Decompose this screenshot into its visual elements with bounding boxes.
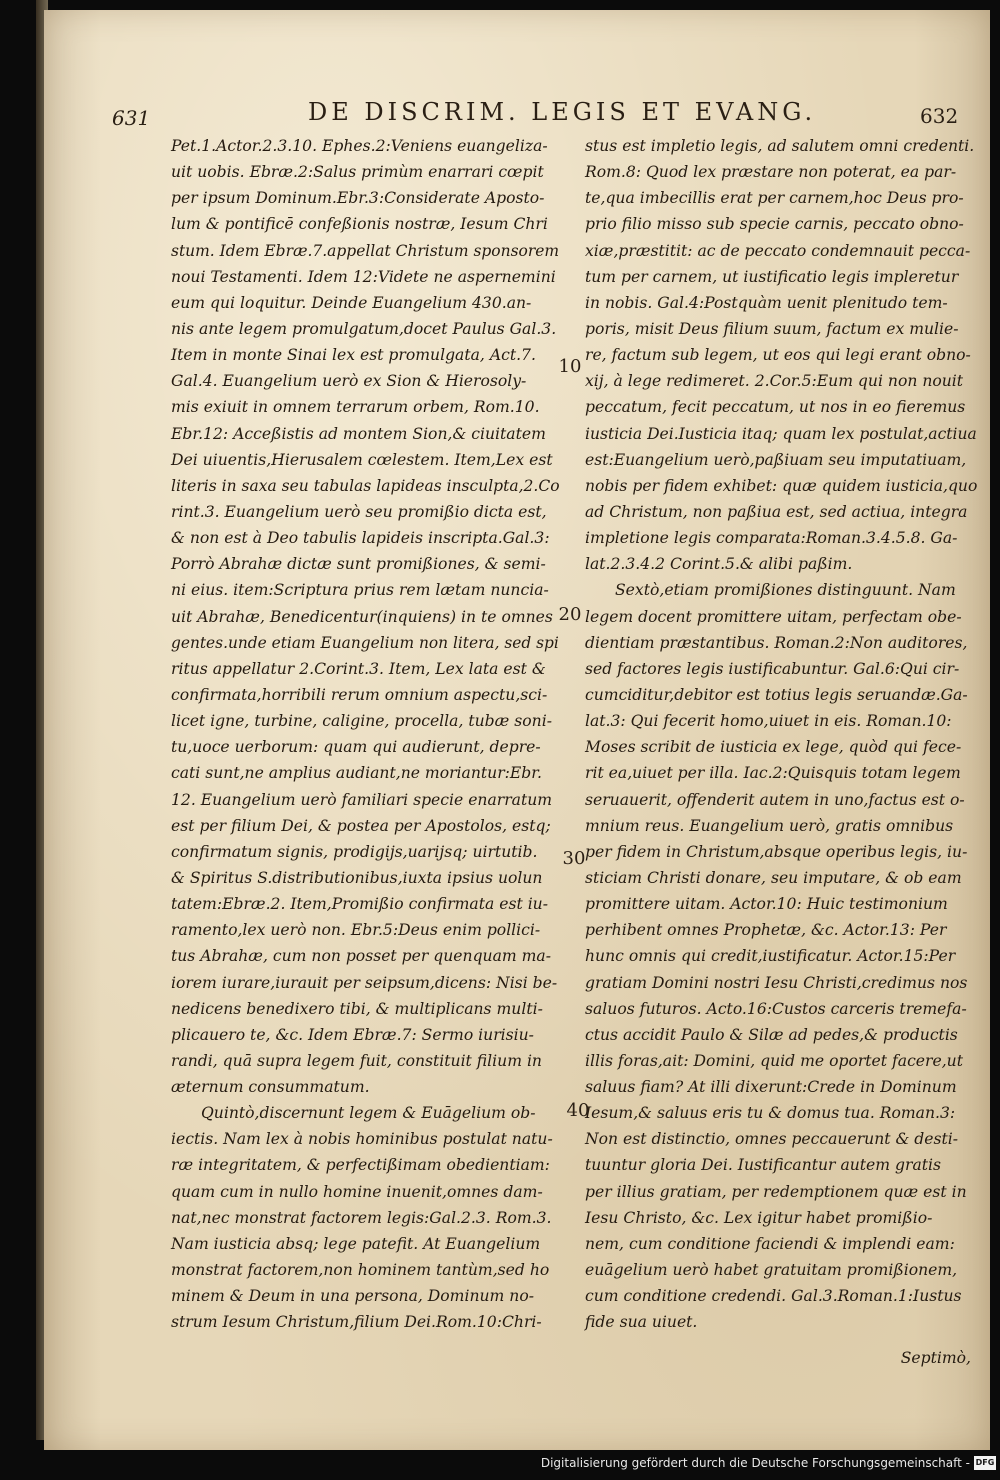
text-line: eum qui loquitur. Deinde Euangelium 430.an- <box>171 293 532 312</box>
text-line: Item in monte Sinai lex est promulgata, Act.7. <box>171 346 536 365</box>
text-line: promittere uitam. Actor.10: Huic testimonium <box>585 895 948 914</box>
text-line: nem, cum conditione faciendi & implendi eam: <box>585 1234 955 1253</box>
text-line: ctus accidit Paulo & Silæ ad pedes,& productis <box>585 1025 958 1044</box>
text-line: quam cum in nullo homine inuenit,omnes dam- <box>171 1182 543 1201</box>
footer-credit: Digitalisierung gefördert durch die Deutsche Forschungsgemeinschaft - <box>540 1456 970 1470</box>
text-line: euāgelium uerò habet gratuitam promißionem, <box>585 1261 958 1280</box>
text-line: te,qua imbecillis erat per carnem,hoc Deus pro- <box>585 189 964 208</box>
text-line: lat.2.3.4.2 Corint.5.& alibi paßim. <box>585 555 853 574</box>
text-line: per ipsum Dominum.Ebr.3:Considerate Aposto- <box>171 189 545 208</box>
text-line: tuuntur gloria Dei. Iustificantur autem gratis <box>585 1156 942 1175</box>
text-line: monstrat factorem,non hominem tantùm,sed ho <box>171 1261 550 1280</box>
text-line: gratiam Domini nostri Iesu Christi,credimus nos <box>585 973 968 992</box>
text-line: re, factum sub legem, ut eos qui legi erant obno- <box>585 346 971 365</box>
text-line: est per filium Dei, & postea per Apostolos, estq; <box>171 816 551 835</box>
text-line: Ebr.12: Acceßistis ad montem Sion,& ciuitatem <box>171 424 546 443</box>
text-line: æternum consummatum. <box>171 1078 370 1097</box>
text-line: cumciditur,debitor est totius legis seruandæ.Ga- <box>585 685 968 704</box>
text-line: uit uobis. Ebræ.2:Salus primùm enarrari cœpit <box>171 163 544 182</box>
text-line: rit ea,uiuet per illa. Iac.2:Quisquis totam legem <box>585 764 961 783</box>
text-line: mnium reus. Euangelium uerò, gratis omnibus <box>585 816 954 835</box>
line-marker-10: 10 <box>558 356 582 377</box>
text-line: per fidem in Christum,absque operibus legis, iu- <box>585 842 968 861</box>
text-line: ni eius. item:Scriptura prius rem lætam nuncia- <box>171 581 549 600</box>
running-head <box>0 92 1000 132</box>
text-line: literis in saxa seu tabulas lapideas insculpta,2.Co <box>171 476 560 495</box>
text-line: sticiam Christi donare, seu imputare, & ob eam <box>585 868 962 887</box>
text-line: per illius gratiam, per redemptionem quæ est in <box>585 1182 967 1201</box>
text-line: stum. Idem Ebræ.7.appellat Christum sponsorem <box>171 241 560 260</box>
text-line: dientiam præstantibus. Roman.2:Non auditores, <box>585 633 968 652</box>
text-line: sed factores legis iustificabuntur. Gal.6:Qui cir- <box>585 659 960 678</box>
text-line: gentes.unde etiam Euangelium non litera, sed spi <box>171 633 559 652</box>
line-marker-40: 40 <box>566 1100 590 1121</box>
text-line: confirmata,horribili rerum omnium aspectu,sci- <box>171 685 548 704</box>
text-line: nedicens benedixero tibi, & multiplicans multi- <box>171 999 543 1018</box>
text-line: nat,nec monstrat factorem legis:Gal.2.3. Rom.3. <box>171 1208 552 1227</box>
text-line: rint.3. Euangelium uerò seu promißio dicta est, <box>171 502 547 521</box>
text-line: xiæ,præstitit: ac de peccato condemnauit pecca- <box>585 241 971 260</box>
text-line: hunc omnis qui credit,iustificatur. Actor.15:Per <box>585 947 956 966</box>
text-line: ramento,lex uerò non. Ebr.5:Deus enim pollici- <box>171 921 541 940</box>
text-line: fide sua uiuet. <box>585 1313 698 1332</box>
text-line: tum per carnem, ut iustificatio legis impleretur <box>585 267 959 286</box>
text-line: Iesu Christo, &c. Lex igitur habet promißio- <box>585 1208 933 1227</box>
text-line: noui Testamenti. Idem 12:Videte ne aspernemini <box>171 267 556 286</box>
folio-right: 632 <box>920 104 959 128</box>
text-line: & non est à Deo tabulis lapideis inscripta.Gal.3: <box>171 529 550 548</box>
text-line: cum conditione credendi. Gal.3.Roman.1:Iustus <box>585 1287 962 1306</box>
text-line: seruauerit, offenderit autem in uno,factus est o- <box>585 790 965 809</box>
running-title: DE DISCRIM. LEGIS ET EVANG. <box>308 98 817 126</box>
text-line: stus est impletio legis, ad salutem omni credenti. <box>585 137 975 155</box>
left-column <box>171 133 559 1335</box>
text-line: xij, à lege redimeret. 2.Cor.5:Eum qui non nouit <box>585 372 964 391</box>
text-line: Porrò Abrahæ dictæ sunt promißiones, & semi- <box>171 555 546 574</box>
text-line: Rom.8: Quod lex præstare non poterat, ea par- <box>585 163 957 182</box>
text-line: Dei uiuentis,Hierusalem cœlestem. Item,Lex est <box>171 450 553 469</box>
text-line: lum & pontificē confeßionis nostræ, Iesum Chri <box>171 215 548 234</box>
text-line: randi, quā supra legem fuit, constituit filium in <box>171 1051 542 1070</box>
text-line: tus Abrahæ, cum non posset per quenquam ma- <box>171 947 551 966</box>
text-line: in nobis. Gal.4:Postquàm uenit plenitudo tem- <box>585 293 948 312</box>
text-line: confirmatum signis, prodigijs,uarijsq; uirtutib. <box>171 842 538 861</box>
text-line: Pet.1.Actor.2.3.10. Ephes.2:Veniens euangeliza- <box>171 137 548 155</box>
text-line: iectis. Nam lex à nobis hominibus postulat natu- <box>171 1130 553 1149</box>
text-line: uit Abrahæ, Benedicentur(inquiens) in te omnes <box>171 607 553 626</box>
text-line: Quintò,discernunt legem & Euāgelium ob- <box>201 1104 536 1123</box>
text-line: Non est distinctio, omnes peccauerunt & desti- <box>585 1130 959 1149</box>
text-line: plicauero te, &c. Idem Ebræ.7: Sermo iurisiu- <box>171 1025 534 1044</box>
text-line: ad Christum, non paßiua est, sed actiua, integra <box>585 502 968 521</box>
text-line: ritus appellatur 2.Corint.3. Item, Lex lata est & <box>171 659 546 678</box>
text-line: illis foras,ait: Domini, quid me oportet facere,ut <box>585 1051 963 1070</box>
text-line: cati sunt,ne amplius audiant,ne moriantur:Ebr. <box>171 764 542 783</box>
text-line: peccatum, fecit peccatum, ut nos in eo fieremus <box>585 398 966 417</box>
text-line: mis exiuit in omnem terrarum orbem, Rom.10. <box>171 398 540 417</box>
dfg-logo-icon: DFG <box>974 1456 996 1470</box>
text-line: poris, misit Deus filium suum, factum ex mulie- <box>585 319 959 338</box>
text-line: nis ante legem promulgatum,docet Paulus Gal.3. <box>171 319 557 338</box>
text-line: est:Euangelium uerò,paßiuam seu imputatiuam, <box>585 450 967 469</box>
text-line: lat.3: Qui fecerit homo,uiuet in eis. Roman.10: <box>585 712 952 731</box>
text-line: iusticia Dei.Iusticia itaq; quam lex postulat,actiua <box>585 424 977 443</box>
text-line: 12. Euangelium uerò familiari specie enarratum <box>171 790 553 809</box>
text-line: licet igne, turbine, caligine, procella, tubæ soni- <box>171 712 552 731</box>
catchword: Septimò, <box>900 1349 971 1368</box>
text-line: saluus fiam? At illi dixerunt:Crede in Dominum <box>585 1078 957 1097</box>
text-line: Iesum,& saluus eris tu & domus tua. Roman.3: <box>585 1104 956 1123</box>
text-line: Gal.4. Euangelium uerò ex Sion & Hierosoly- <box>171 372 527 391</box>
text-line: prio filio misso sub specie carnis, peccato obno- <box>585 215 964 234</box>
right-column <box>585 133 977 1372</box>
text-line: legem docent promittere uitam, perfectam obe- <box>585 607 962 626</box>
text-line: tatem:Ebræ.2. Item,Promißio confirmata est iu- <box>171 895 548 914</box>
text-line: minem & Deum in una persona, Dominum no- <box>171 1287 534 1306</box>
text-line: Moses scribit de iusticia ex lege, quòd qui fece- <box>585 738 962 757</box>
text-line: saluos futuros. Acto.16:Custos carceris tremefa- <box>585 999 967 1018</box>
line-marker-30: 30 <box>562 848 586 869</box>
text-line: impletione legis comparata:Roman.3.4.5.8. Ga- <box>585 529 958 548</box>
text-line: iorem iurare,iurauit per seipsum,dicens: Nisi be- <box>171 973 558 992</box>
text-line: nobis per fidem exhibet: quæ quidem iusticia,quo <box>585 476 978 495</box>
line-marker-20: 20 <box>558 604 582 625</box>
folio-left: 631 <box>112 106 151 130</box>
text-line: Nam iusticia absq; lege patefit. At Euangelium <box>171 1234 541 1253</box>
text-line: tu,uoce uerborum: quam qui audierunt, depre- <box>171 738 541 757</box>
text-line: & Spiritus S.distributionibus,iuxta ipsius uolun <box>171 868 543 887</box>
text-line: Sextò,etiam promißiones distinguunt. Nam <box>615 581 956 600</box>
text-line: ræ integritatem, & perfectißimam obedientiam: <box>171 1156 550 1175</box>
footer-band <box>0 1450 1000 1480</box>
text-line: perhibent omnes Prophetæ, &c. Actor.13: Per <box>585 921 947 940</box>
text-line: strum Iesum Christum,filium Dei.Rom.10:Chri- <box>171 1313 542 1332</box>
